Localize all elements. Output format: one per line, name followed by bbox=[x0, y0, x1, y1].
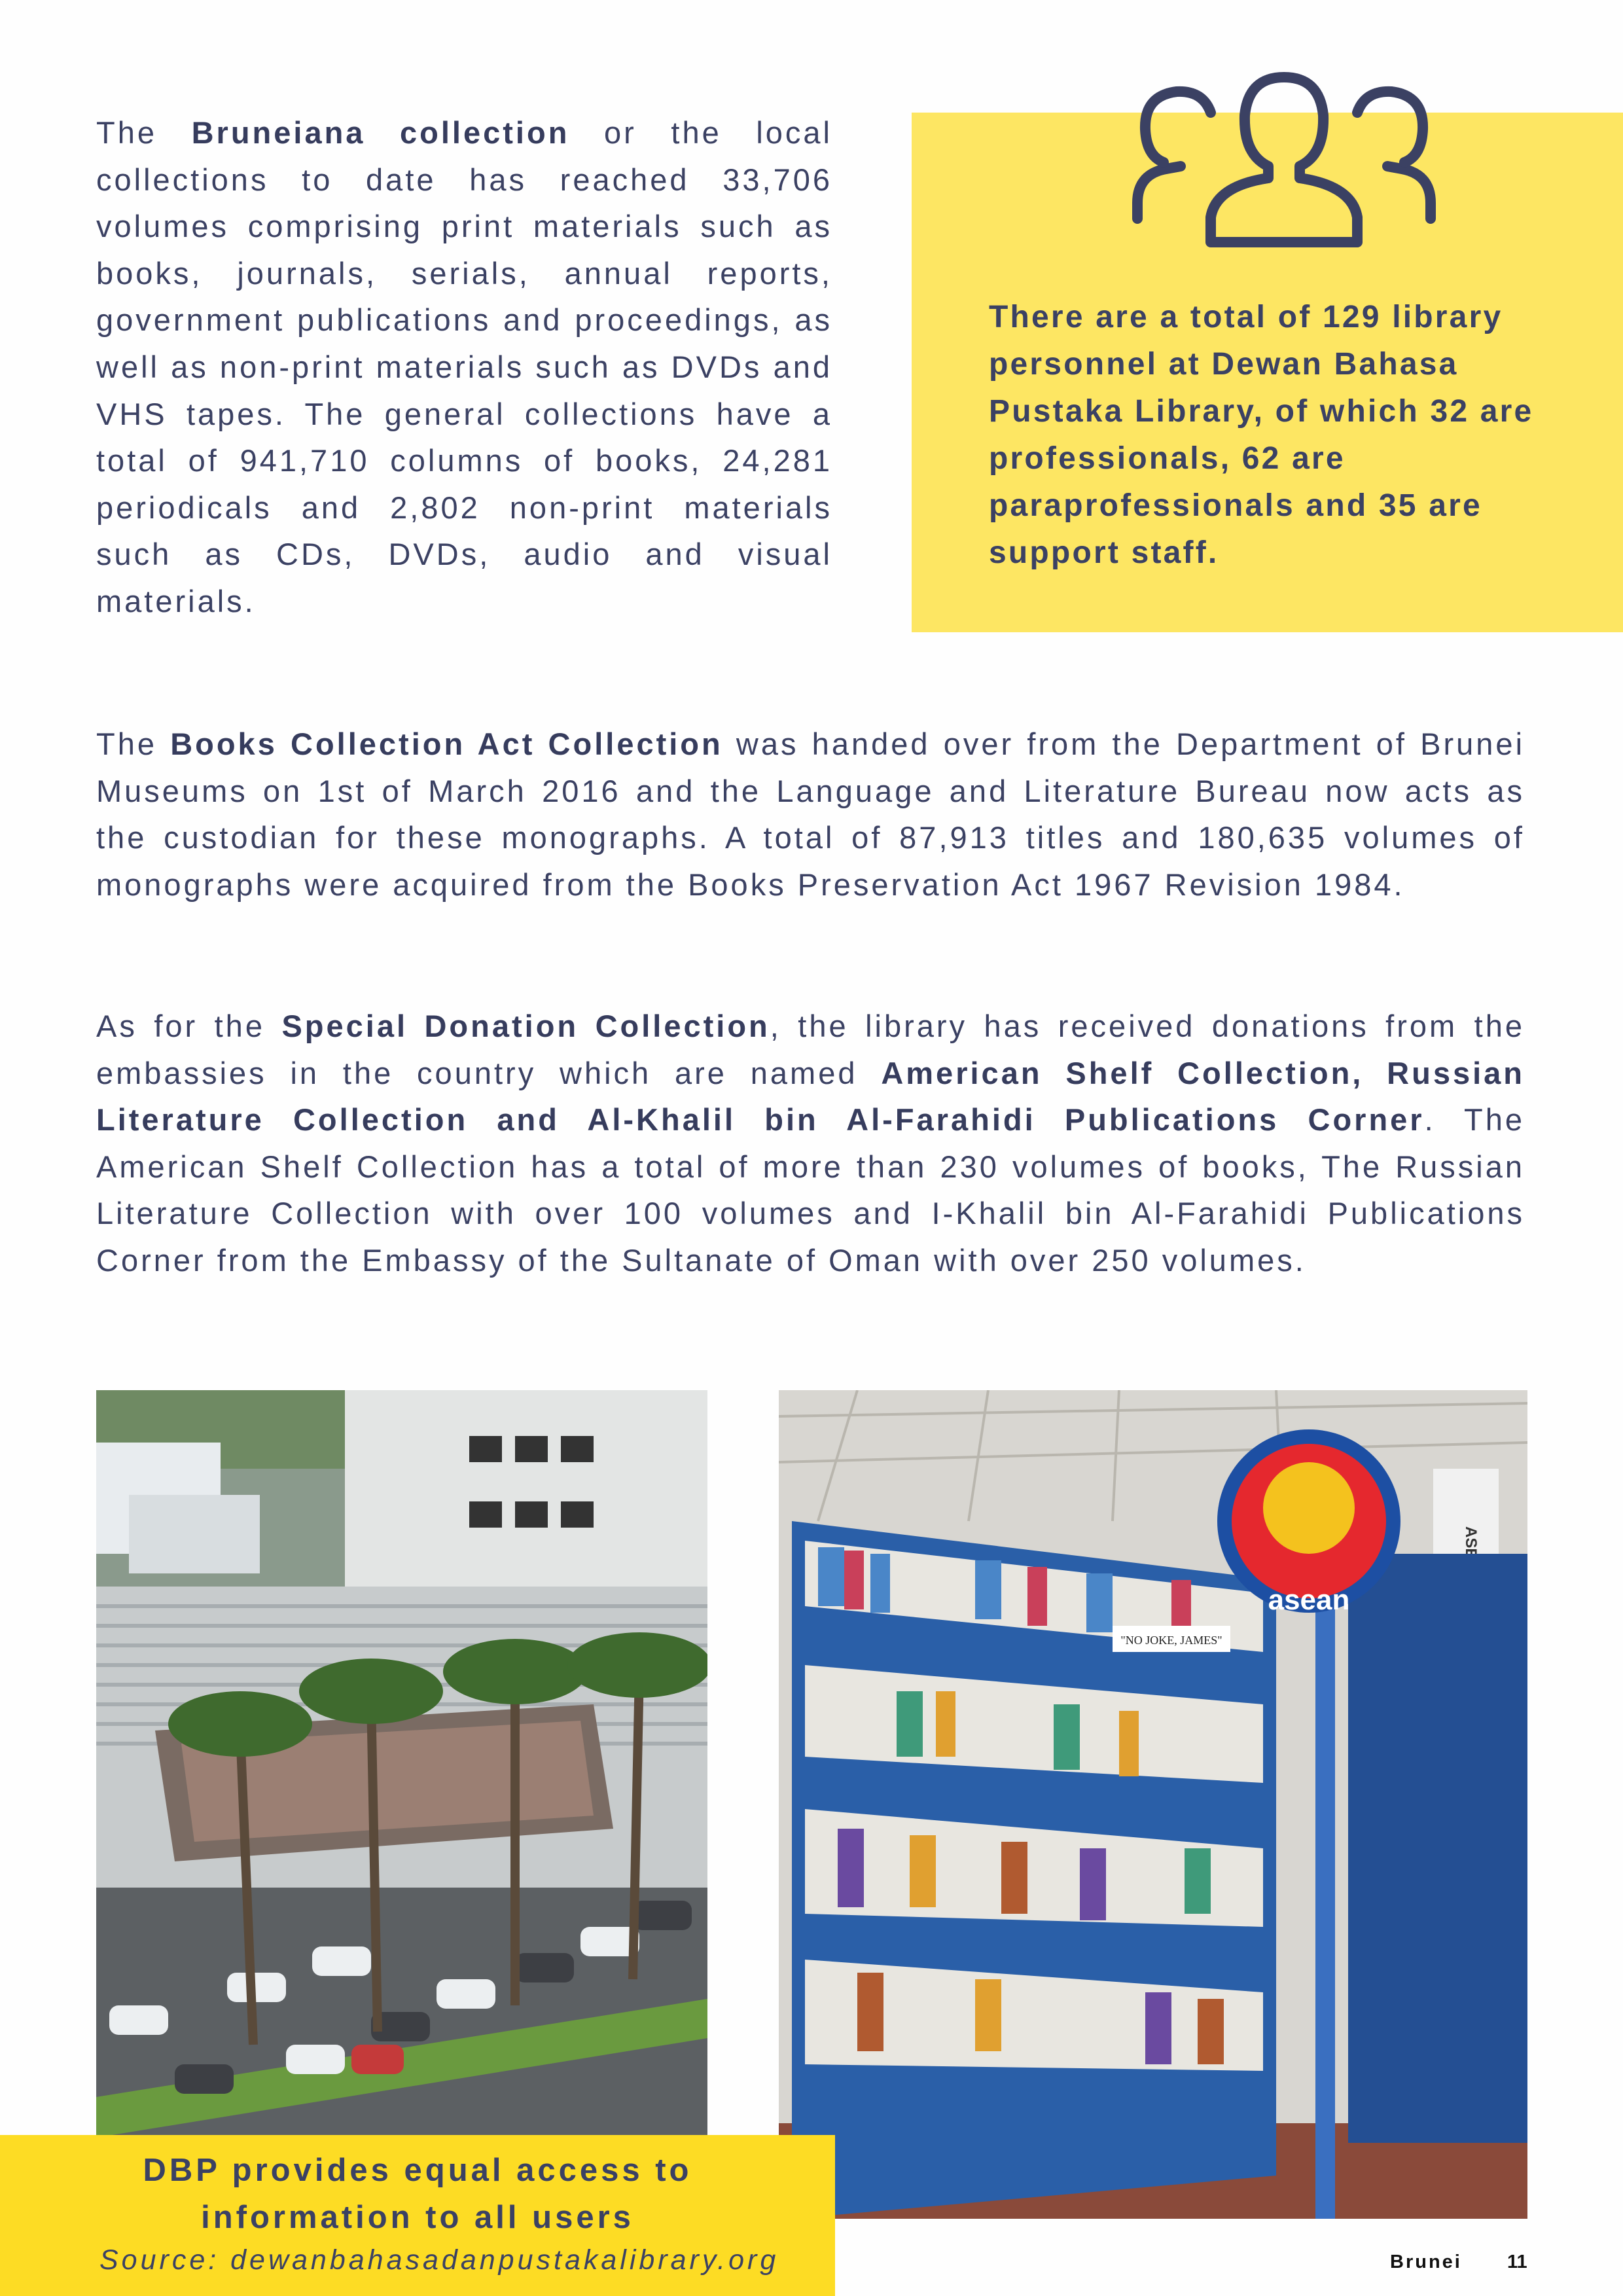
bruneiana-paragraph bbox=[96, 109, 832, 625]
personnel-stat-text: There are a total of 129 library personnel at Dewan Bahasa Pustaka Library, of which 32 are professionals, 62 are paraprofessionals and 35 are support staff. bbox=[989, 300, 1534, 570]
donated-collections-term: American Shelf Collection, Russian Literature Collection and Al-Khalil bin Al-Farahidi Publications Corner bbox=[96, 1055, 1525, 1138]
paragraph-text: was handed over from the Department of Brunei Museums on 1st of March 2016 and the Language and Literature Bureau now acts as the custodian for these monographs. A total of 87,913 titles and 180,635 volumes of monographs were acquired from the Books Preservation Act 1967 Revision 1984. bbox=[96, 726, 1525, 902]
bruneiana-collection-term: Bruneiana collection bbox=[191, 115, 570, 150]
caption-source: Source: dewanbahasadanpustakalibrary.org bbox=[99, 2244, 779, 2276]
book-spine-text: "NO JOKE, JAMES" bbox=[1120, 1634, 1222, 1647]
library-building-photo bbox=[96, 1390, 707, 2138]
paragraph-text: The bbox=[96, 726, 171, 761]
paragraph-text: As for the bbox=[96, 1009, 282, 1043]
people-group-icon bbox=[1120, 64, 1448, 254]
footer-country: Brunei bbox=[1390, 2251, 1462, 2272]
special-donation-paragraph bbox=[96, 1003, 1525, 1284]
caption-title-line: DBP provides equal access to bbox=[143, 2153, 692, 2188]
library-shelves-photo bbox=[779, 1390, 1527, 2219]
page-number: 11 bbox=[1507, 2251, 1527, 2272]
special-donation-term: Special Donation Collection bbox=[281, 1009, 770, 1043]
paragraph-text: or the local collections to date has reached 33,706 volumes comprising print materials such as books, journals, serials, annual reports, government publications and proceedings, as well as non-print materials such as DVDs and VHS tapes. The general collections have a total of 941,710 columns of books, 24,281 periodicals and 2,802 non-print materials such as CDs, DVDs, audio and visual materials. bbox=[96, 115, 832, 619]
caption-title-line: information to all users bbox=[201, 2200, 634, 2235]
paragraph-text: , the library has received donations from the embassies in the country which are named bbox=[96, 1009, 1525, 1090]
caption-title bbox=[0, 2147, 835, 2241]
paragraph-text: The bbox=[96, 115, 192, 150]
asean-logo-text: asean bbox=[1268, 1584, 1350, 1616]
books-act-paragraph bbox=[96, 721, 1525, 908]
books-collection-act-term: Books Collection Act Collection bbox=[170, 726, 723, 761]
paragraph-text: . The American Shelf Collection has a total of more than 230 volumes of books, The Russian Literature Collection with over 100 volumes and I-Khalil bin Al-Farahidi Publications Corner from the Embassy of the Sultanate of Oman with over 250 volumes. bbox=[96, 1102, 1525, 1278]
